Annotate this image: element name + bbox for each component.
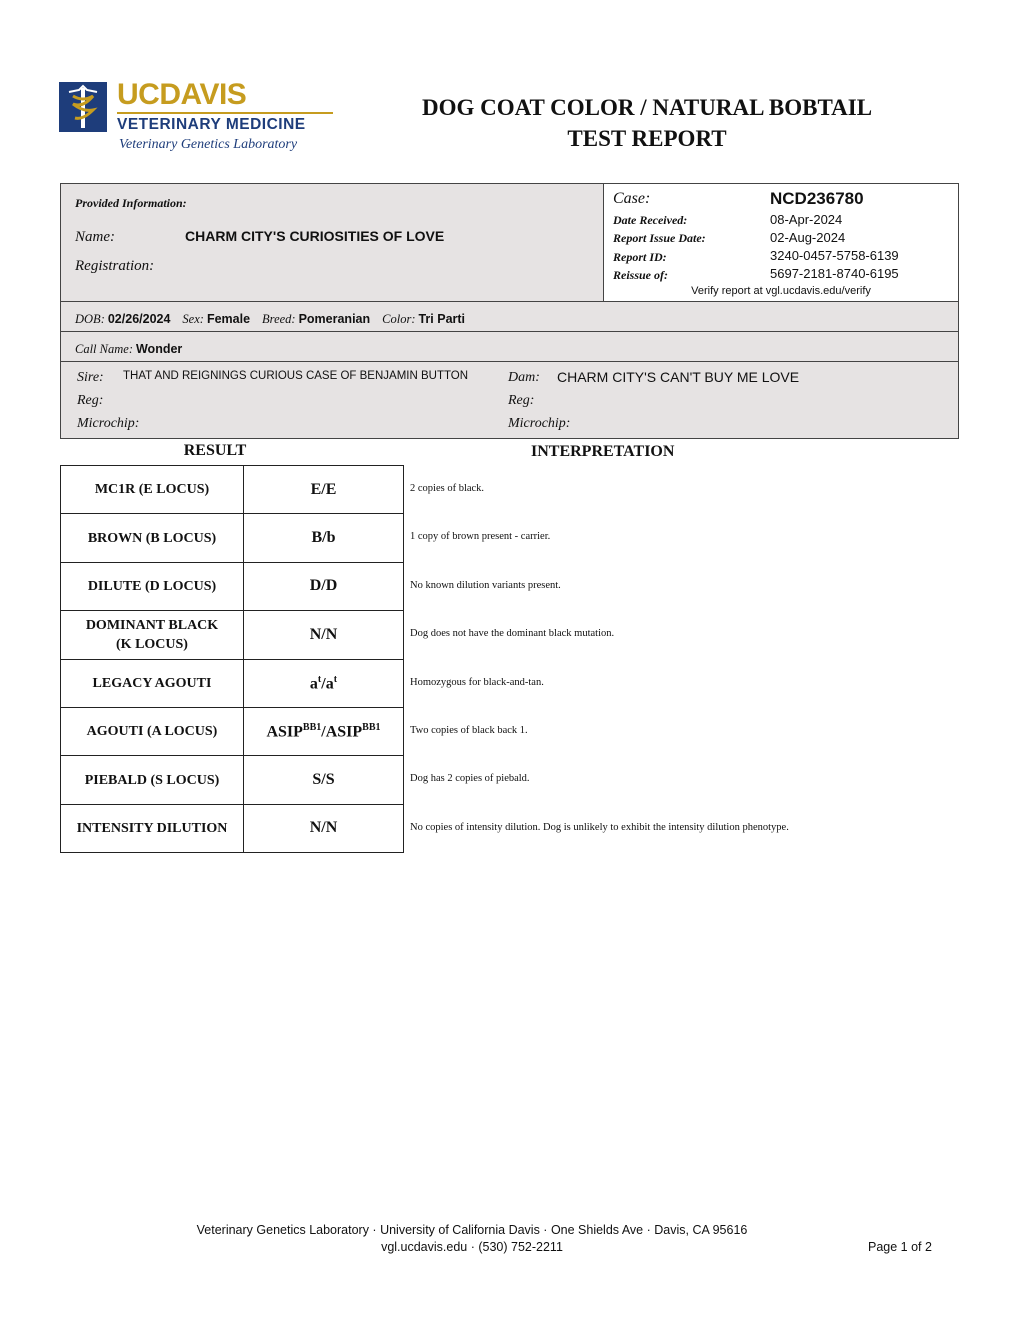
case-details <box>604 184 958 301</box>
locus-name: LEGACY AGOUTI <box>61 659 244 707</box>
provided-information <box>61 184 604 301</box>
locus-name: INTENSITY DILUTION <box>61 804 244 852</box>
color-label: Color: <box>382 312 416 326</box>
genotype: N/N <box>244 804 404 852</box>
dog-details-row <box>61 302 958 332</box>
footer <box>170 1222 774 1256</box>
caduceus-shield-icon <box>59 82 107 132</box>
report-title-line2: TEST REPORT <box>567 126 727 151</box>
dob-value: 02/26/2024 <box>107 312 171 326</box>
issue-date-label: Report Issue Date: <box>613 231 706 245</box>
ucdavis-logo <box>59 78 339 158</box>
interpretations-column <box>410 465 950 852</box>
dam-label: Dam: <box>508 370 540 385</box>
date-received-label: Date Received: <box>613 213 688 227</box>
genotype <box>244 707 404 755</box>
logo-lab-name: Veterinary Genetics Laboratory <box>119 137 298 152</box>
table-row <box>61 659 404 707</box>
table-row <box>61 514 404 562</box>
case-label: Case: <box>613 190 651 207</box>
dam-microchip-label: Microchip: <box>508 416 571 431</box>
allele-superscript: t <box>333 673 338 685</box>
footer-address: Veterinary Genetics Laboratory · University of California Davis · One Shields Ave · Davis, CA 95616 <box>196 1223 748 1237</box>
table-row <box>61 756 404 804</box>
table-row <box>61 804 404 852</box>
genotype: D/D <box>244 562 404 610</box>
allele-superscript: BB1 <box>362 721 381 733</box>
interpretation-text: No known dilution variants present. <box>410 579 561 591</box>
breed-value: Pomeranian <box>298 312 371 326</box>
allele-base: a <box>325 674 334 692</box>
interpretation-heading: INTERPRETATION <box>531 443 675 460</box>
locus-name: BROWN (B LOCUS) <box>61 514 244 562</box>
page-number: Page 1 of 2 <box>868 1240 932 1254</box>
interpretation-text: Homozygous for black-and-tan. <box>410 676 544 688</box>
genotype: N/N <box>244 611 404 659</box>
logo-divider <box>117 112 333 114</box>
dam-reg-label: Reg: <box>508 393 535 408</box>
report-title <box>400 92 894 154</box>
date-received: 08-Apr-2024 <box>770 212 843 227</box>
allele-base: ASIP <box>266 723 303 741</box>
locus-name-line1: DOMINANT BLACK <box>85 617 219 633</box>
allele-superscript: BB1 <box>302 721 322 733</box>
breed-label: Breed: <box>262 312 296 326</box>
report-title-line1: DOG COAT COLOR / NATURAL BOBTAIL <box>421 95 873 120</box>
locus-name: MC1R (E LOCUS) <box>61 466 244 514</box>
locus-name: AGOUTI (A LOCUS) <box>61 707 244 755</box>
table-row <box>61 466 404 514</box>
dob-label: DOB: <box>75 312 105 326</box>
allele-superscript: t <box>317 673 322 685</box>
genotype: E/E <box>244 466 404 514</box>
color-value: Tri Parti <box>418 312 466 326</box>
allele-base: a <box>309 674 318 692</box>
allele-separator: / <box>321 723 326 741</box>
interpretation-text: 1 copy of brown present - carrier. <box>410 531 551 543</box>
case-number: NCD236780 <box>770 189 864 208</box>
table-row <box>61 611 404 659</box>
registration-label: Registration: <box>75 258 155 274</box>
interpretation-text: 2 copies of black. <box>410 483 485 494</box>
sire-reg-label: Reg: <box>77 393 104 408</box>
genotype: B/b <box>244 514 404 562</box>
footer-contact: vgl.ucdavis.edu · (530) 752-2211 <box>381 1240 563 1254</box>
locus-name: DILUTE (D LOCUS) <box>61 562 244 610</box>
locus-name: PIEBALD (S LOCUS) <box>61 756 244 804</box>
locus-name <box>61 611 244 659</box>
interpretation-text: Dog does not have the dominant black mutation. <box>410 628 615 640</box>
sire-microchip-label: Microchip: <box>77 416 140 431</box>
report-id-label: Report ID: <box>613 250 667 264</box>
allele-separator: / <box>321 674 326 692</box>
dam-name: CHARM CITY'S CAN'T BUY ME LOVE <box>557 369 800 385</box>
interpretation-text: Dog has 2 copies of piebald. <box>410 773 530 785</box>
issue-date: 02-Aug-2024 <box>770 230 846 245</box>
sex-label: Sex: <box>182 312 204 326</box>
sire-name: THAT AND REIGNINGS CURIOUS CASE OF BENJAMIN BUTTON <box>123 370 469 382</box>
dog-name: CHARM CITY'S CURIOSITIES OF LOVE <box>185 228 445 244</box>
call-name-label: Call Name: <box>75 342 133 356</box>
name-label: Name: <box>75 229 115 245</box>
reissue-id: 5697-2181-8740-6195 <box>770 266 899 281</box>
interpretation-text: No copies of intensity dilution. Dog is unlikely to exhibit the intensity dilution phenotype. <box>410 821 789 833</box>
table-row <box>61 562 404 610</box>
call-name-value: Wonder <box>135 342 183 356</box>
provided-information-label: Provided Information: <box>75 196 187 210</box>
info-top-section <box>61 184 958 302</box>
results-table <box>60 465 404 853</box>
dog-info-box <box>60 183 959 439</box>
table-row <box>61 707 404 755</box>
report-id: 3240-0457-5758-6139 <box>770 248 899 263</box>
interpretation-text: Two copies of black back 1. <box>410 724 528 736</box>
genotype <box>244 659 404 707</box>
sex-value: Female <box>206 312 251 326</box>
logo-wordmark: UCDAVIS <box>117 78 247 111</box>
result-heading: RESULT <box>183 442 247 459</box>
logo-school-name: VETERINARY MEDICINE <box>117 116 306 133</box>
verify-link[interactable]: Verify report at vgl.ucdavis.edu/verify <box>691 285 871 297</box>
reissue-label: Reissue of: <box>613 268 668 282</box>
genotype: S/S <box>244 756 404 804</box>
call-name-row <box>61 332 958 362</box>
locus-name-line2: (K LOCUS) <box>116 636 188 652</box>
sire-label: Sire: <box>77 370 104 385</box>
allele-base: ASIP <box>325 723 363 741</box>
parents-section <box>61 362 958 438</box>
